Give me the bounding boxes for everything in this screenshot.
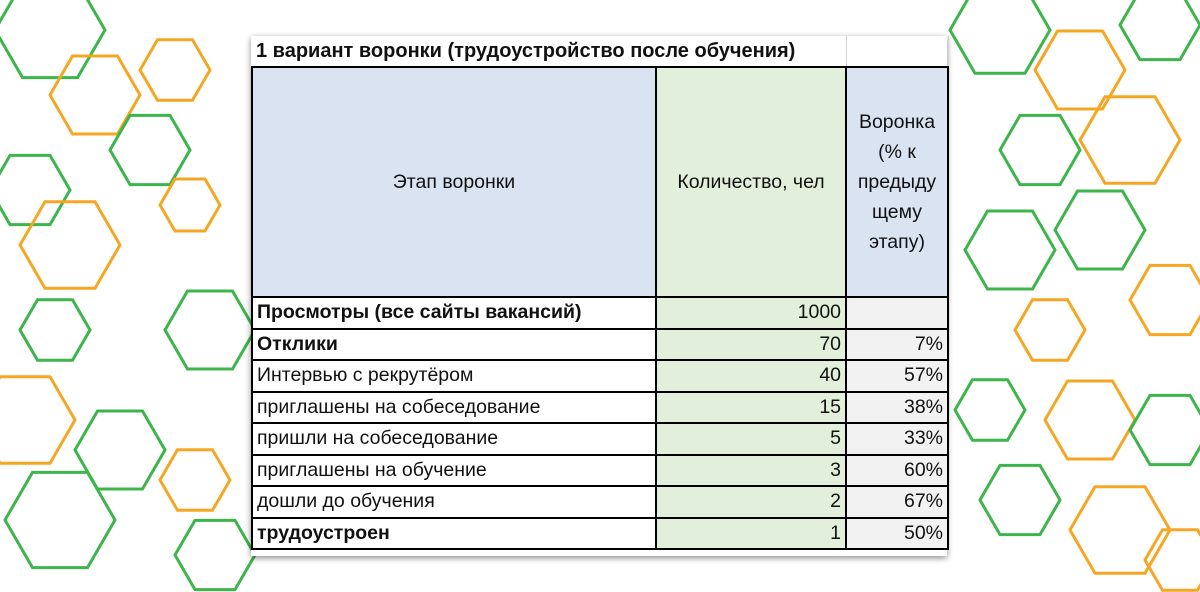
hexagon-shape (160, 450, 230, 511)
row-stage-cell[interactable]: приглашены на собеседование (252, 392, 656, 424)
table-title[interactable]: 1 вариант воронки (трудоустройство после обучения) (252, 36, 846, 67)
table-row (252, 297, 948, 329)
empty-cell[interactable] (846, 36, 948, 67)
hexagon-shape (175, 520, 255, 589)
hexagon-shape (165, 291, 255, 369)
row-stage-cell[interactable]: Просмотры (все сайты вакансий) (252, 297, 656, 329)
row-funnel-cell[interactable] (846, 297, 948, 329)
row-stage-cell[interactable]: приглашены на обучение (252, 455, 656, 487)
hexagon-shape (980, 465, 1060, 534)
row-stage-cell[interactable]: Отклики (252, 329, 656, 361)
hexagon-shape (140, 40, 210, 101)
hexagon-shape (1070, 487, 1170, 574)
row-count-cell[interactable]: 3 (656, 455, 846, 487)
spreadsheet (251, 36, 947, 556)
hexagon-shape (1130, 265, 1200, 334)
row-count-cell[interactable]: 1000 (656, 297, 846, 329)
hexagon-shape (1130, 395, 1200, 464)
hexagon-shape (965, 211, 1055, 289)
hexagon-shape (1000, 115, 1080, 184)
row-stage-cell[interactable]: дошли до обучения (252, 486, 656, 518)
hexagon-shape (1045, 381, 1135, 459)
row-funnel-cell[interactable]: 50% (846, 518, 948, 550)
hexagon-shape (0, 377, 75, 464)
row-funnel-cell[interactable]: 33% (846, 423, 948, 455)
hexagon-shape (160, 179, 220, 231)
row-count-cell[interactable]: 40 (656, 360, 846, 392)
row-funnel-cell[interactable]: 60% (846, 455, 948, 487)
hexagon-shape (75, 411, 165, 489)
row-count-cell[interactable]: 15 (656, 392, 846, 424)
hexagon-shape (5, 472, 115, 567)
row-count-cell[interactable]: 70 (656, 329, 846, 361)
table-row (252, 486, 948, 518)
hexagon-shape (955, 380, 1025, 441)
row-stage-cell[interactable]: пришли на собеседование (252, 423, 656, 455)
header-count[interactable]: Количество, чел (656, 67, 846, 297)
hexagon-shape (1055, 191, 1145, 269)
hexagon-shape (0, 0, 105, 78)
table-row (252, 423, 948, 455)
title-row (252, 36, 948, 67)
table-row (252, 392, 948, 424)
table-row (252, 329, 948, 361)
header-stage[interactable]: Этап воронки (252, 67, 656, 297)
header-row (252, 67, 948, 297)
table-row (252, 360, 948, 392)
hexagon-shape (1120, 0, 1200, 60)
hexagon-shape (20, 202, 120, 289)
table-row (252, 518, 948, 550)
row-funnel-cell[interactable]: 67% (846, 486, 948, 518)
row-count-cell[interactable]: 1 (656, 518, 846, 550)
row-count-cell[interactable]: 2 (656, 486, 846, 518)
header-funnel[interactable]: Воронка (% к предыду щему этапу) (846, 67, 948, 297)
row-stage-cell[interactable]: трудоустроен (252, 518, 656, 550)
hexagon-shape (20, 300, 90, 361)
row-stage-cell[interactable]: Интервью с рекрутёром (252, 360, 656, 392)
hexagon-shape (0, 155, 70, 224)
row-funnel-cell[interactable]: 57% (846, 360, 948, 392)
row-funnel-cell[interactable]: 38% (846, 392, 948, 424)
hexagon-shape (1015, 300, 1085, 361)
table-body (252, 297, 948, 549)
funnel-table (251, 36, 949, 550)
table-row (252, 455, 948, 487)
row-count-cell[interactable]: 5 (656, 423, 846, 455)
hexagon-shape (950, 0, 1050, 73)
row-funnel-cell[interactable]: 7% (846, 329, 948, 361)
